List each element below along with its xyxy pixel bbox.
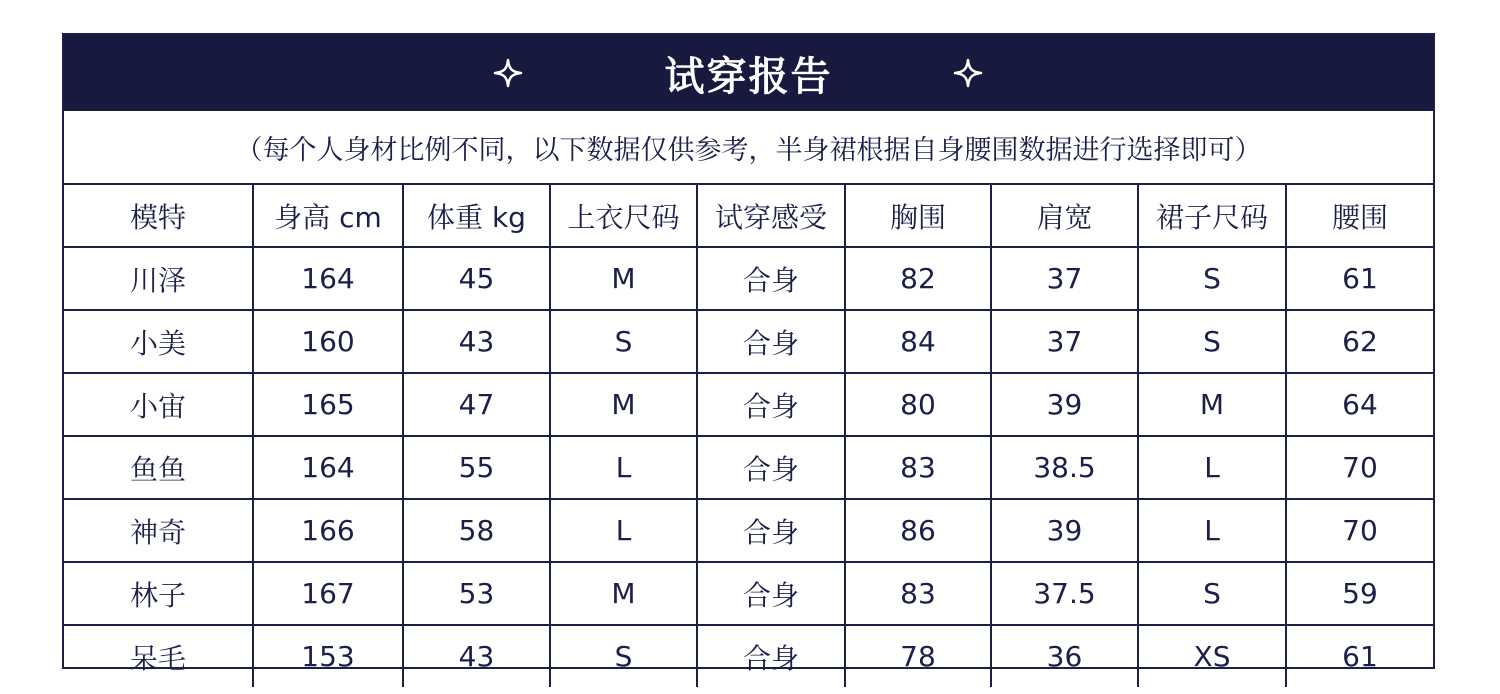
table-cell: 164 [253,436,403,499]
table-cell: 83 [845,562,991,625]
table-cell: 小美 [64,310,253,373]
table-row [64,310,1433,373]
table-row [64,562,1433,625]
table-cell: XS [1138,625,1286,687]
table-cell: S [1138,247,1286,310]
table-row [64,499,1433,562]
table-cell: 166 [253,499,403,562]
table-cell: 小宙 [64,373,253,436]
table-cell: 83 [845,436,991,499]
table-cell: M [550,373,697,436]
table-cell: 37 [991,310,1138,373]
table-cell: 164 [253,247,403,310]
column-header: 身高 cm [253,185,403,247]
table-cell: 53 [403,562,550,625]
column-header: 模特 [64,185,253,247]
title-bar [64,35,1433,111]
size-note: （每个人身材比例不同，以下数据仅供参考，半身裙根据自身腰围数据进行选择即可） [64,111,1433,185]
table-cell: 167 [253,562,403,625]
table-cell: 165 [253,373,403,436]
table-cell: 林子 [64,562,253,625]
table-cell: 37 [991,247,1138,310]
four-point-star-icon [493,58,523,88]
table-cell: 合身 [697,310,845,373]
table-cell: 70 [1286,436,1433,499]
table-cell: 37.5 [991,562,1138,625]
table-cell: 58 [403,499,550,562]
table-cell: 43 [403,625,550,687]
table-cell: 59 [1286,562,1433,625]
table-header-row [64,185,1433,247]
table-cell: 62 [1286,310,1433,373]
column-header: 裙子尺码 [1138,185,1286,247]
table-cell: 70 [1286,499,1433,562]
table-cell: 合身 [697,625,845,687]
table-cell: 合身 [697,247,845,310]
table-cell: 61 [1286,625,1433,687]
four-point-star-icon [953,58,983,88]
table-cell: 38.5 [991,436,1138,499]
table-cell: 合身 [697,436,845,499]
table-cell: M [1138,373,1286,436]
table-cell: 神奇 [64,499,253,562]
table-cell: L [1138,499,1286,562]
fitting-report [62,33,1435,675]
table-cell: 36 [991,625,1138,687]
table-row [64,436,1433,499]
size-table [64,185,1433,687]
table-cell: M [550,562,697,625]
table-cell: 55 [403,436,550,499]
table-cell: 合身 [697,562,845,625]
table-cell: 鱼鱼 [64,436,253,499]
table-cell: 川泽 [64,247,253,310]
column-header: 胸围 [845,185,991,247]
table-cell: 64 [1286,373,1433,436]
table-row [64,373,1433,436]
table-cell: S [1138,310,1286,373]
column-header: 试穿感受 [697,185,845,247]
table-cell: 86 [845,499,991,562]
table-row [64,247,1433,310]
table-cell: 45 [403,247,550,310]
table-cell: 39 [991,499,1138,562]
table-cell: 80 [845,373,991,436]
column-header: 肩宽 [991,185,1138,247]
table-cell: 84 [845,310,991,373]
table-cell: 43 [403,310,550,373]
table-cell: 47 [403,373,550,436]
table-cell: 82 [845,247,991,310]
column-header: 腰围 [1286,185,1433,247]
table-cell: S [550,310,697,373]
table-cell: 153 [253,625,403,687]
table-row [64,625,1433,687]
table-cell: 61 [1286,247,1433,310]
table-cell: S [550,625,697,687]
table-cell: S [1138,562,1286,625]
table-cell: 78 [845,625,991,687]
table-cell: L [1138,436,1286,499]
table-cell: 39 [991,373,1138,436]
table-cell: 呆毛 [64,625,253,687]
table-cell: L [550,436,697,499]
column-header: 上衣尺码 [550,185,697,247]
table-cell: M [550,247,697,310]
table-cell: 合身 [697,373,845,436]
report-title: 试穿报告 [664,53,833,100]
table-cell: 160 [253,310,403,373]
table-cell: L [550,499,697,562]
column-header: 体重 kg [403,185,550,247]
table-cell: 合身 [697,499,845,562]
